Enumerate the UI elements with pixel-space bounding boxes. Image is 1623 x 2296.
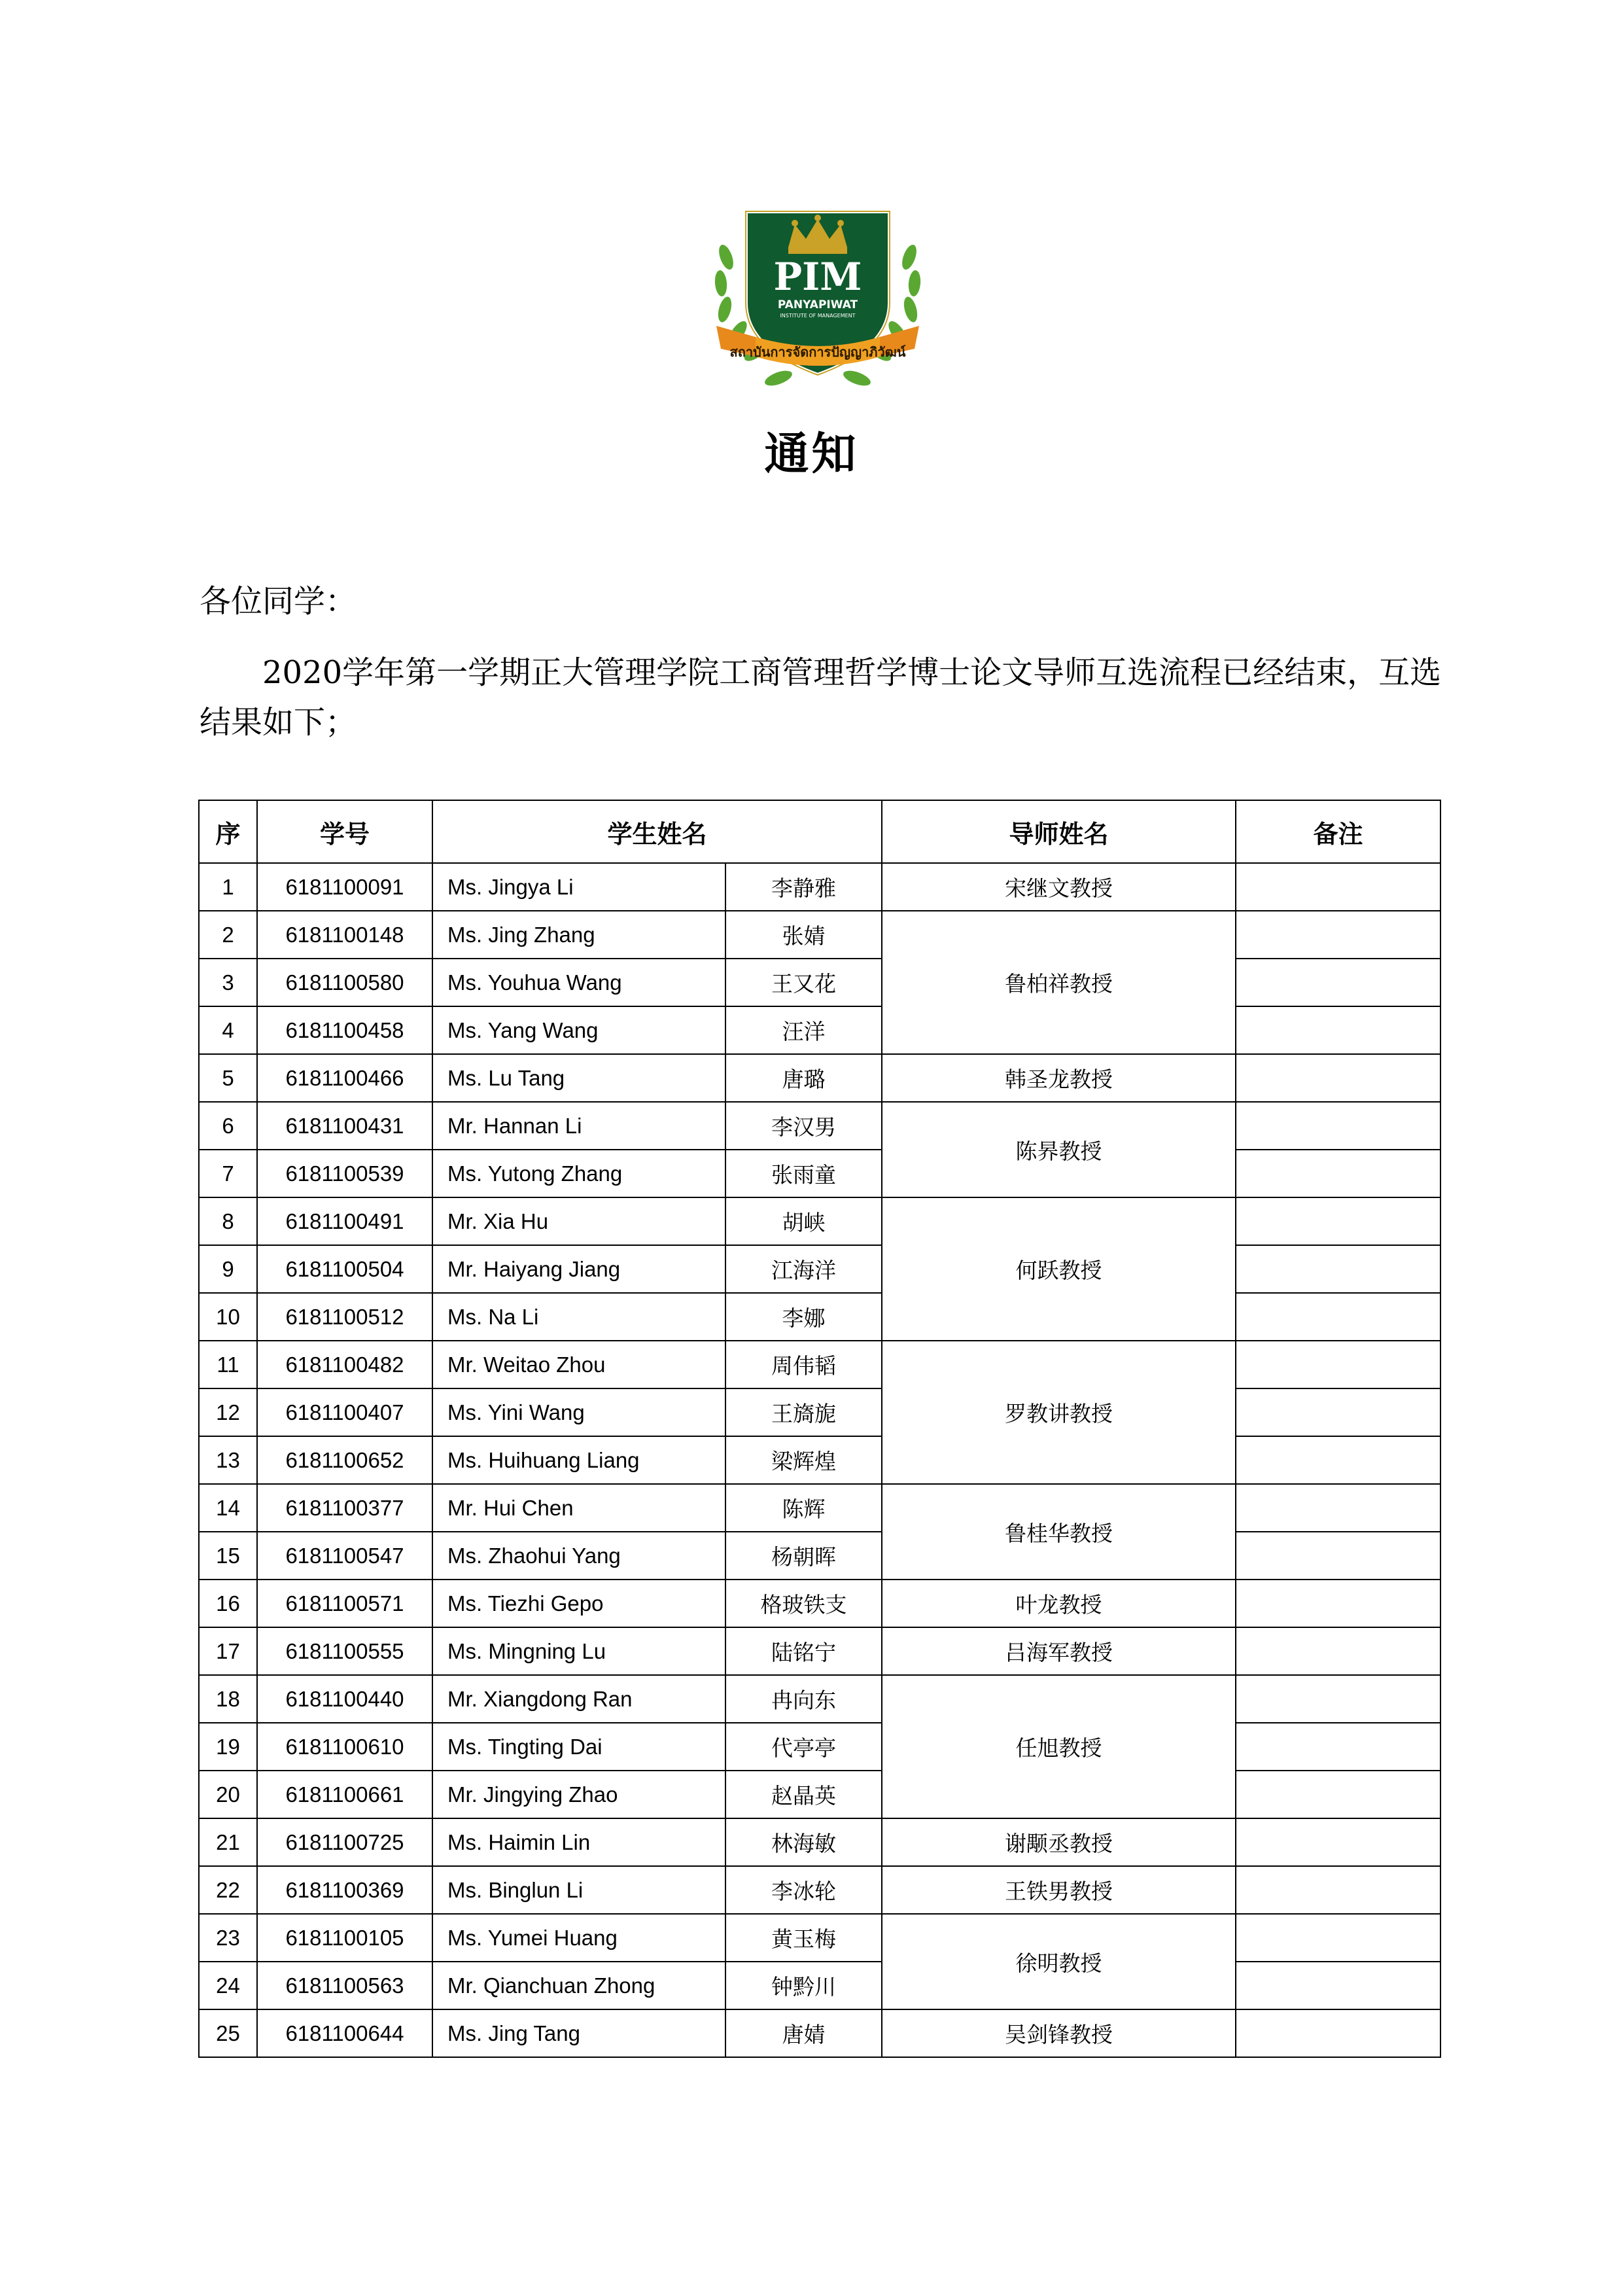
student-id: 6181100539 xyxy=(257,1150,432,1197)
remark-cell xyxy=(1236,1580,1440,1627)
student-name-en: Ms. Mingning Lu xyxy=(432,1627,725,1675)
table-row xyxy=(199,1293,1440,1341)
student-name-en: Mr. Jingying Zhao xyxy=(432,1771,725,1818)
student-name-en: Mr. Weitao Zhou xyxy=(432,1341,725,1388)
header-name: 学生姓名 xyxy=(432,800,882,863)
row-number: 20 xyxy=(199,1771,257,1818)
table-row xyxy=(199,1102,1440,1150)
student-name-en: Ms. Lu Tang xyxy=(432,1054,725,1102)
student-id: 6181100563 xyxy=(257,1962,432,2009)
student-id: 6181100458 xyxy=(257,1006,432,1054)
student-name-cn: 李静雅 xyxy=(725,863,882,911)
student-name-en: Ms. Binglun Li xyxy=(432,1866,725,1914)
table-row xyxy=(199,1054,1440,1102)
student-name-en: Mr. Xiangdong Ran xyxy=(432,1675,725,1723)
row-number: 15 xyxy=(199,1532,257,1580)
table-row xyxy=(199,911,1440,959)
student-name-en: Ms. Jing Zhang xyxy=(432,911,725,959)
student-name-cn: 杨朝晖 xyxy=(725,1532,882,1580)
row-number: 9 xyxy=(199,1245,257,1293)
table-header-row xyxy=(199,800,1440,863)
row-number: 14 xyxy=(199,1484,257,1532)
advisor-name: 罗教讲教授 xyxy=(882,1341,1236,1484)
student-name-en: Ms. Zhaohui Yang xyxy=(432,1532,725,1580)
table-row xyxy=(199,1580,1440,1627)
body-paragraph: 2020学年第一学期正大管理学院工商管理哲学博士论文导师互选流程已经结束，互选结果如下； xyxy=(200,654,1442,741)
student-name-cn: 李娜 xyxy=(725,1293,882,1341)
student-name-en: Mr. Xia Hu xyxy=(432,1197,725,1245)
student-name-cn: 赵晶英 xyxy=(725,1771,882,1818)
student-name-cn: 代亭亭 xyxy=(725,1723,882,1771)
remark-cell xyxy=(1236,1102,1440,1150)
student-id: 6181100644 xyxy=(257,2009,432,2057)
table-row xyxy=(199,1006,1440,1054)
row-number: 1 xyxy=(199,863,257,911)
student-id: 6181100555 xyxy=(257,1627,432,1675)
remark-cell xyxy=(1236,1675,1440,1723)
table-row xyxy=(199,1627,1440,1675)
row-number: 5 xyxy=(199,1054,257,1102)
student-name-en: Ms. Yumei Huang xyxy=(432,1914,725,1962)
student-id: 6181100652 xyxy=(257,1436,432,1484)
student-id: 6181100407 xyxy=(257,1388,432,1436)
greeting: 各位同学： xyxy=(200,583,357,620)
remark-cell xyxy=(1236,1914,1440,1962)
student-id: 6181100661 xyxy=(257,1771,432,1818)
table-row xyxy=(199,1771,1440,1818)
student-name-cn: 唐婧 xyxy=(725,2009,882,2057)
page-title: 通知 xyxy=(764,429,859,480)
header-no: 序 xyxy=(199,800,257,863)
table-row xyxy=(199,1532,1440,1580)
student-name-cn: 张婧 xyxy=(725,911,882,959)
table-row xyxy=(199,959,1440,1006)
student-id: 6181100580 xyxy=(257,959,432,1006)
row-number: 10 xyxy=(199,1293,257,1341)
remark-cell xyxy=(1236,1627,1440,1675)
remark-cell xyxy=(1236,1341,1440,1388)
remark-cell xyxy=(1236,1962,1440,2009)
row-number: 24 xyxy=(199,1962,257,2009)
advisor-name: 宋继文教授 xyxy=(882,863,1236,911)
row-number: 3 xyxy=(199,959,257,1006)
student-id: 6181100512 xyxy=(257,1293,432,1341)
remark-cell xyxy=(1236,1388,1440,1436)
student-name-cn: 钟黔川 xyxy=(725,1962,882,2009)
row-number: 11 xyxy=(199,1341,257,1388)
student-id: 6181100482 xyxy=(257,1341,432,1388)
row-number: 13 xyxy=(199,1436,257,1484)
student-name-cn: 陆铭宁 xyxy=(725,1627,882,1675)
student-id: 6181100571 xyxy=(257,1580,432,1627)
student-id: 6181100377 xyxy=(257,1484,432,1532)
row-number: 18 xyxy=(199,1675,257,1723)
student-name-cn: 王旖旎 xyxy=(725,1388,882,1436)
student-name-en: Ms. Tiezhi Gepo xyxy=(432,1580,725,1627)
student-name-cn: 胡峡 xyxy=(725,1197,882,1245)
logo-subtitle: PANYAPIWAT xyxy=(777,298,858,311)
table-row xyxy=(199,1962,1440,2009)
student-name-en: Mr. Haiyang Jiang xyxy=(432,1245,725,1293)
student-name-cn: 王又花 xyxy=(725,959,882,1006)
student-id: 6181100440 xyxy=(257,1675,432,1723)
logo-text: PIM xyxy=(773,255,862,299)
student-name-en: Mr. Qianchuan Zhong xyxy=(432,1962,725,2009)
student-name-en: Ms. Jingya Li xyxy=(432,863,725,911)
row-number: 4 xyxy=(199,1006,257,1054)
student-name-en: Ms. Yang Wang xyxy=(432,1006,725,1054)
row-number: 16 xyxy=(199,1580,257,1627)
student-name-en: Ms. Youhua Wang xyxy=(432,959,725,1006)
student-id: 6181100091 xyxy=(257,863,432,911)
student-name-en: Ms. Jing Tang xyxy=(432,2009,725,2057)
table-row xyxy=(199,2009,1440,2057)
advisor-name: 叶龙教授 xyxy=(882,1580,1236,1627)
student-id: 6181100725 xyxy=(257,1818,432,1866)
table-row xyxy=(199,1388,1440,1436)
student-name-en: Ms. Tingting Dai xyxy=(432,1723,725,1771)
advisor-name: 陈昦教授 xyxy=(882,1102,1236,1197)
pim-logo xyxy=(707,185,929,401)
student-id: 6181100491 xyxy=(257,1197,432,1245)
row-number: 12 xyxy=(199,1388,257,1436)
student-name-cn: 陈辉 xyxy=(725,1484,882,1532)
remark-cell xyxy=(1236,1197,1440,1245)
advisor-name: 吕海军教授 xyxy=(882,1627,1236,1675)
table-row xyxy=(199,1484,1440,1532)
table-row xyxy=(199,1914,1440,1962)
remark-cell xyxy=(1236,1532,1440,1580)
logo-ribbon-text: สถาบันการจัดการปัญญาภิวัฒน์ xyxy=(729,344,906,360)
table-row xyxy=(199,1723,1440,1771)
table-row xyxy=(199,1818,1440,1866)
remark-cell xyxy=(1236,1293,1440,1341)
student-name-cn: 林海敏 xyxy=(725,1818,882,1866)
table-row xyxy=(199,1675,1440,1723)
row-number: 8 xyxy=(199,1197,257,1245)
row-number: 6 xyxy=(199,1102,257,1150)
advisor-name: 何跃教授 xyxy=(882,1197,1236,1341)
row-number: 23 xyxy=(199,1914,257,1962)
row-number: 25 xyxy=(199,2009,257,2057)
header-remark: 备注 xyxy=(1236,800,1440,863)
student-name-cn: 江海洋 xyxy=(725,1245,882,1293)
student-name-en: Ms. Yutong Zhang xyxy=(432,1150,725,1197)
header-id: 学号 xyxy=(257,800,432,863)
student-name-en: Mr. Hui Chen xyxy=(432,1484,725,1532)
student-id: 6181100105 xyxy=(257,1914,432,1962)
remark-cell xyxy=(1236,1771,1440,1818)
row-number: 2 xyxy=(199,911,257,959)
remark-cell xyxy=(1236,959,1440,1006)
advisor-name: 鲁柏祥教授 xyxy=(882,911,1236,1054)
remark-cell xyxy=(1236,1723,1440,1771)
student-name-cn: 梁辉煌 xyxy=(725,1436,882,1484)
remark-cell xyxy=(1236,1484,1440,1532)
student-name-cn: 冉向东 xyxy=(725,1675,882,1723)
student-name-cn: 李汉男 xyxy=(725,1102,882,1150)
student-name-cn: 格玻铁支 xyxy=(725,1580,882,1627)
student-name-cn: 李冰轮 xyxy=(725,1866,882,1914)
remark-cell xyxy=(1236,1818,1440,1866)
row-number: 7 xyxy=(199,1150,257,1197)
student-name-en: Ms. Haimin Lin xyxy=(432,1818,725,1866)
table-body xyxy=(199,863,1440,2057)
advisor-name: 徐明教授 xyxy=(882,1914,1236,2009)
student-name-en: Ms. Na Li xyxy=(432,1293,725,1341)
student-name-en: Ms. Huihuang Liang xyxy=(432,1436,725,1484)
advisor-name: 王铁男教授 xyxy=(882,1866,1236,1914)
row-number: 17 xyxy=(199,1627,257,1675)
student-name-cn: 黄玉梅 xyxy=(725,1914,882,1962)
advisor-name: 任旭教授 xyxy=(882,1675,1236,1818)
table-row xyxy=(199,1245,1440,1293)
remark-cell xyxy=(1236,863,1440,911)
student-id: 6181100547 xyxy=(257,1532,432,1580)
logo-small-text: INSTITUTE OF MANAGEMENT xyxy=(780,313,856,319)
row-number: 19 xyxy=(199,1723,257,1771)
student-name-en: Mr. Hannan Li xyxy=(432,1102,725,1150)
student-id: 6181100466 xyxy=(257,1054,432,1102)
advisor-name: 韩圣龙教授 xyxy=(882,1054,1236,1102)
remark-cell xyxy=(1236,1006,1440,1054)
table-row xyxy=(199,863,1440,911)
remark-cell xyxy=(1236,1054,1440,1102)
student-id: 6181100148 xyxy=(257,911,432,959)
student-name-cn: 周伟韬 xyxy=(725,1341,882,1388)
table-row xyxy=(199,1341,1440,1388)
remark-cell xyxy=(1236,1245,1440,1293)
table-row xyxy=(199,1197,1440,1245)
advisor-name: 吴剑锋教授 xyxy=(882,2009,1236,2057)
table-row xyxy=(199,1866,1440,1914)
result-table xyxy=(198,800,1441,2058)
student-id: 6181100610 xyxy=(257,1723,432,1771)
student-name-cn: 唐璐 xyxy=(725,1054,882,1102)
remark-cell xyxy=(1236,2009,1440,2057)
student-id: 6181100504 xyxy=(257,1245,432,1293)
advisor-name: 谢颙丞教授 xyxy=(882,1818,1236,1866)
advisor-name: 鲁桂华教授 xyxy=(882,1484,1236,1580)
student-id: 6181100369 xyxy=(257,1866,432,1914)
table-row xyxy=(199,1150,1440,1197)
student-name-en: Ms. Yini Wang xyxy=(432,1388,725,1436)
row-number: 22 xyxy=(199,1866,257,1914)
remark-cell xyxy=(1236,1150,1440,1197)
remark-cell xyxy=(1236,911,1440,959)
student-name-cn: 张雨童 xyxy=(725,1150,882,1197)
student-name-cn: 汪洋 xyxy=(725,1006,882,1054)
table-row xyxy=(199,1436,1440,1484)
row-number: 21 xyxy=(199,1818,257,1866)
header-advisor: 导师姓名 xyxy=(882,800,1236,863)
student-id: 6181100431 xyxy=(257,1102,432,1150)
remark-cell xyxy=(1236,1866,1440,1914)
remark-cell xyxy=(1236,1436,1440,1484)
